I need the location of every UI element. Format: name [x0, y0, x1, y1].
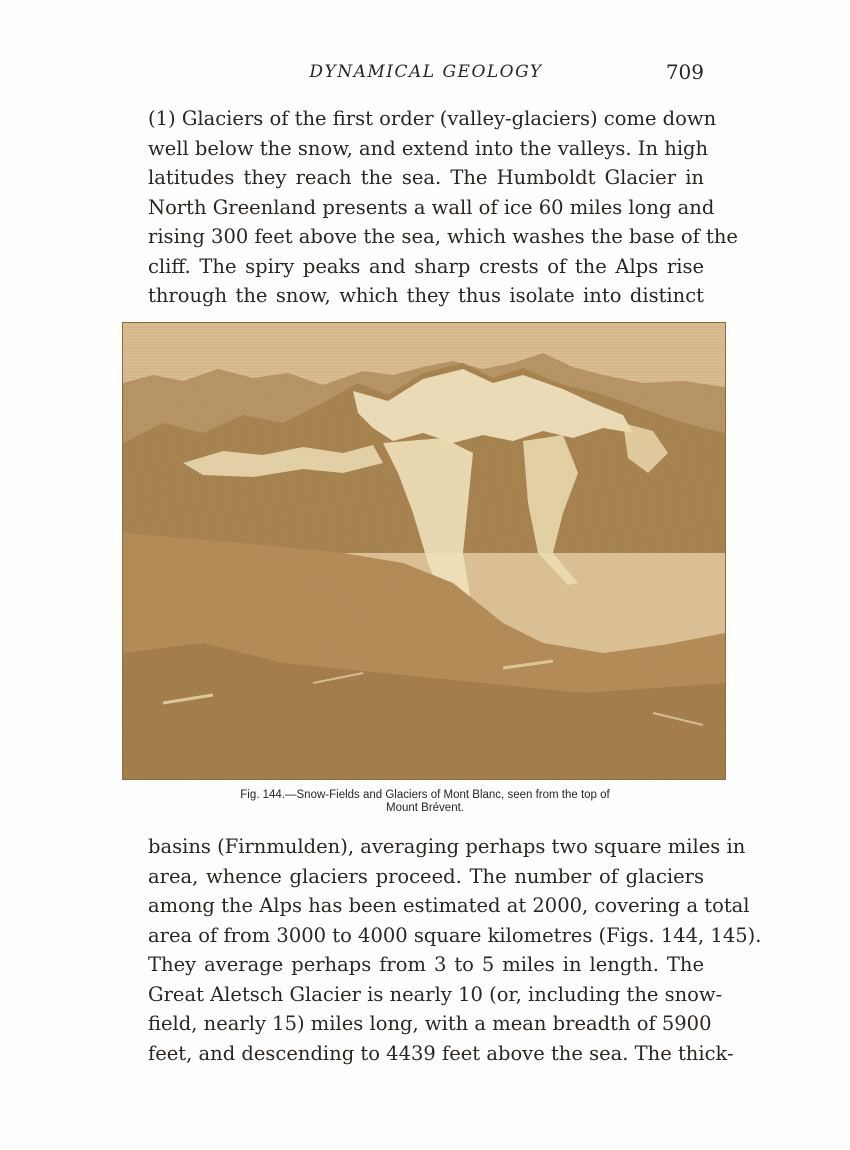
running-title: DYNAMICAL GEOLOGY [309, 62, 543, 82]
text-line: basins (Firnmulden), averaging perhaps two square miles in [148, 835, 746, 858]
page-number: 709 [665, 60, 704, 84]
caption-line: Fig. 144.—Snow-Fields and Glaciers of Mont Blanc, seen from the top of [240, 789, 610, 801]
text-line: North Greenland presents a wall of ice 60 miles long and [148, 195, 715, 219]
text-line: Great Aletsch Glacier is nearly 10 (or, including the snow- [148, 982, 723, 1006]
text-line: latitudes they reach the sea. The Humboldt Glacier in [148, 166, 704, 189]
caption-line: Mount Brévent. [386, 802, 464, 814]
running-head [148, 60, 704, 86]
figure-caption [150, 789, 700, 815]
engraving-illustration [123, 323, 725, 779]
text-line: feet, and descending to 4439 feet above the sea. The thick- [148, 1041, 734, 1065]
text-line: among the Alps has been estimated at 2000, covering a total [148, 894, 750, 917]
text-line: They average perhaps from 3 to 5 miles in length. The [148, 953, 704, 976]
text-line: rising 300 feet above the sea, which washes the base of the [148, 225, 738, 248]
text-line: cliff. The spiry peaks and sharp crests of the Alps rise [148, 254, 704, 278]
text-line: field, nearly 15) miles long, with a mean breadth of 5900 [148, 1012, 712, 1035]
text-line: area, whence glaciers proceed. The number of glaciers [148, 864, 704, 888]
text-line: well below the snow, and extend into the valleys. In high [148, 136, 709, 160]
text-line: through the snow, which they thus isolate into distinct [148, 284, 704, 307]
figure-mont-blanc-engraving [122, 322, 726, 780]
paragraph-bottom [148, 832, 762, 1068]
text-line: area of from 3000 to 4000 square kilometres (Figs. 144, 145). [148, 923, 762, 947]
paragraph-top [148, 104, 738, 311]
text-line: (1) Glaciers of the first order (valley-glaciers) come down [148, 107, 717, 130]
